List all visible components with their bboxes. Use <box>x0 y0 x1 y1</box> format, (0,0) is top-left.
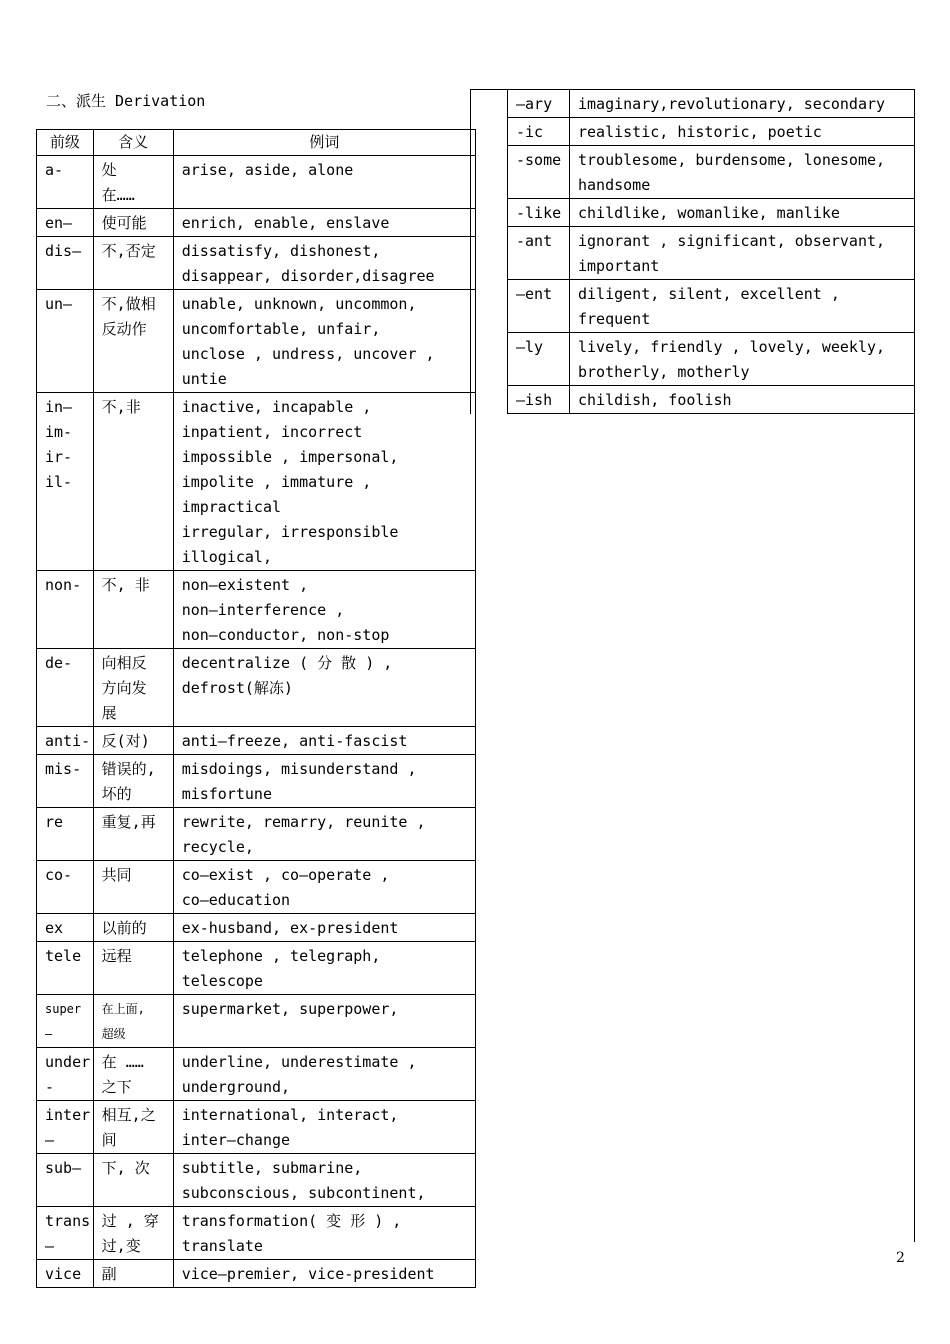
page-number: 2 <box>896 1250 905 1266</box>
prefix-cell: de- <box>37 649 94 727</box>
table-row <box>37 1048 476 1101</box>
examples-cell: arise, aside, alone <box>173 156 475 209</box>
table-row <box>37 914 476 942</box>
prefix-cell: re <box>37 808 94 861</box>
examples-cell: imaginary,revolutionary, secondary <box>570 90 915 118</box>
table-row <box>37 290 476 393</box>
blank-cell <box>471 333 508 386</box>
table-row <box>37 156 476 209</box>
meaning-cell: 错误的, 坏的 <box>93 755 173 808</box>
table-row <box>37 1154 476 1207</box>
table-row <box>37 861 476 914</box>
meaning-cell: 远程 <box>93 942 173 995</box>
prefix-cell: inter — <box>37 1101 94 1154</box>
table-row <box>37 1260 476 1288</box>
table-row <box>471 280 915 333</box>
examples-cell: diligent, silent, excellent , frequent <box>570 280 915 333</box>
header-examples: 例词 <box>173 130 475 156</box>
examples-cell: subtitle, submarine, subconscious, subcontinent, <box>173 1154 475 1207</box>
examples-cell: supermarket, superpower, <box>173 995 475 1048</box>
examples-cell: transformation( 变 形 ) , translate <box>173 1207 475 1260</box>
prefix-cell: tele <box>37 942 94 995</box>
examples-cell: co—exist , co—operate , co—education <box>173 861 475 914</box>
table-row <box>37 808 476 861</box>
prefix-cell: super — <box>37 995 94 1048</box>
suffix-cell: -ic <box>508 118 570 146</box>
examples-cell: enrich, enable, enslave <box>173 209 475 237</box>
suffix-table <box>470 89 915 414</box>
suffix-cell: -like <box>508 199 570 227</box>
examples-cell: inactive, incapable , inpatient, incorrect impossible , impersonal, impolite , immature , impractical irregular, irresponsible illogical, <box>173 393 475 571</box>
meaning-cell: 过 , 穿 过,变 <box>93 1207 173 1260</box>
examples-cell: decentralize ( 分 散 ) , defrost(解冻) <box>173 649 475 727</box>
meaning-cell: 共同 <box>93 861 173 914</box>
table-row <box>37 755 476 808</box>
examples-cell: childish, foolish <box>570 386 915 414</box>
table-row <box>471 227 915 280</box>
meaning-cell: 不,做相 反动作 <box>93 290 173 393</box>
prefix-cell: un— <box>37 290 94 393</box>
meaning-cell: 不,否定 <box>93 237 173 290</box>
prefix-cell: under - <box>37 1048 94 1101</box>
right-margin-rule <box>914 89 915 1242</box>
meaning-cell: 以前的 <box>93 914 173 942</box>
table-row <box>37 1207 476 1260</box>
meaning-cell: 不, 非 <box>93 571 173 649</box>
examples-cell: troublesome, burdensome, lonesome, handsome <box>570 146 915 199</box>
examples-cell: childlike, womanlike, manlike <box>570 199 915 227</box>
suffix-cell: —ly <box>508 333 570 386</box>
meaning-cell: 在 …… 之下 <box>93 1048 173 1101</box>
examples-cell: lively, friendly , lovely, weekly, brotherly, motherly <box>570 333 915 386</box>
examples-cell: non—existent , non—interference , non—conductor, non-stop <box>173 571 475 649</box>
meaning-cell: 副 <box>93 1260 173 1288</box>
suffix-cell: —ary <box>508 90 570 118</box>
header-meaning: 含义 <box>93 130 173 156</box>
table-row <box>471 333 915 386</box>
suffix-cell: —ent <box>508 280 570 333</box>
table-row <box>37 237 476 290</box>
meaning-cell: 在上面, 超级 <box>93 995 173 1048</box>
table-row <box>471 386 915 414</box>
table-row <box>471 146 915 199</box>
prefix-table-body <box>37 156 476 1288</box>
examples-cell: misdoings, misunderstand , misfortune <box>173 755 475 808</box>
examples-cell: unable, unknown, uncommon, uncomfortable, unfair, unclose , undress, uncover , untie <box>173 290 475 393</box>
prefix-cell: sub— <box>37 1154 94 1207</box>
meaning-cell: 处 在…… <box>93 156 173 209</box>
prefix-cell: a- <box>37 156 94 209</box>
blank-cell <box>471 118 508 146</box>
header-prefix: 前级 <box>37 130 94 156</box>
blank-cell <box>471 280 508 333</box>
blank-cell <box>471 146 508 199</box>
prefix-cell: dis— <box>37 237 94 290</box>
meaning-cell: 使可能 <box>93 209 173 237</box>
meaning-cell: 相互,之 间 <box>93 1101 173 1154</box>
table-row <box>37 995 476 1048</box>
blank-cell <box>471 227 508 280</box>
examples-cell: rewrite, remarry, reunite , recycle, <box>173 808 475 861</box>
blank-cell <box>471 386 508 414</box>
prefix-cell: vice <box>37 1260 94 1288</box>
blank-cell <box>471 199 508 227</box>
suffix-cell: -ant <box>508 227 570 280</box>
examples-cell: international, interact, inter—change <box>173 1101 475 1154</box>
table-row <box>37 571 476 649</box>
table-row <box>37 942 476 995</box>
meaning-cell: 不,非 <box>93 393 173 571</box>
suffix-cell: —ish <box>508 386 570 414</box>
table-row <box>471 199 915 227</box>
examples-cell: dissatisfy, dishonest, disappear, disorder,disagree <box>173 237 475 290</box>
examples-cell: vice—premier, vice-president <box>173 1260 475 1288</box>
meaning-cell: 重复,再 <box>93 808 173 861</box>
table-row <box>471 90 915 118</box>
examples-cell: realistic, historic, poetic <box>570 118 915 146</box>
examples-cell: underline, underestimate , underground, <box>173 1048 475 1101</box>
prefix-table-header <box>37 130 476 156</box>
prefix-cell: en— <box>37 209 94 237</box>
table-row <box>37 209 476 237</box>
meaning-cell: 下, 次 <box>93 1154 173 1207</box>
blank-cell <box>471 90 508 118</box>
prefix-table <box>36 129 476 1288</box>
table-row <box>37 1101 476 1154</box>
table-row <box>37 649 476 727</box>
prefix-cell: non- <box>37 571 94 649</box>
prefix-cell: anti- <box>37 727 94 755</box>
examples-cell: anti—freeze, anti-fascist <box>173 727 475 755</box>
prefix-cell: co- <box>37 861 94 914</box>
table-row <box>37 727 476 755</box>
prefix-cell: in— im- ir- il- <box>37 393 94 571</box>
table-row <box>37 393 476 571</box>
examples-cell: ex-husband, ex-president <box>173 914 475 942</box>
suffix-table-body <box>471 90 915 414</box>
section-heading: 二、派生 Derivation <box>46 92 206 110</box>
examples-cell: telephone , telegraph, telescope <box>173 942 475 995</box>
prefix-cell: trans — <box>37 1207 94 1260</box>
prefix-cell: ex <box>37 914 94 942</box>
meaning-cell: 反(对) <box>93 727 173 755</box>
suffix-cell: -some <box>508 146 570 199</box>
prefix-cell: mis- <box>37 755 94 808</box>
meaning-cell: 向相反 方向发 展 <box>93 649 173 727</box>
table-row <box>471 118 915 146</box>
examples-cell: ignorant , significant, observant, important <box>570 227 915 280</box>
